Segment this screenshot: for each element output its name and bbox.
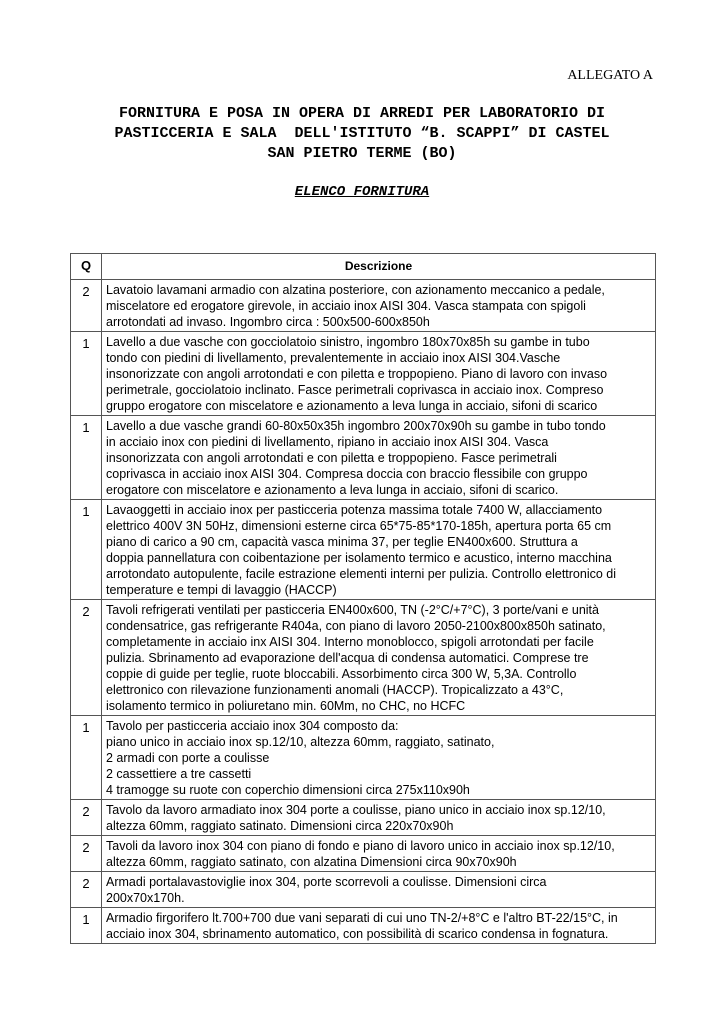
quantity-cell: 1: [71, 500, 102, 600]
description-cell: [102, 836, 656, 872]
description-cell: [102, 800, 656, 836]
description-line: acciaio inox 304, sbrinamento automatico, con possibilità di scarico condensa in fognatura.: [106, 927, 609, 941]
table-row: [71, 716, 656, 800]
annex-label: ALLEGATO A: [567, 68, 653, 83]
description-line: Tavolo per pasticceria acciaio inox 304 composto da:: [106, 719, 399, 733]
description-line: in acciaio inox con piedini di livellamento, ripiano in acciaio inox AISI 304. Vasca: [106, 435, 549, 449]
description-cell: [102, 500, 656, 600]
description-line: temperature e tempi di lavaggio (HACCP): [106, 583, 337, 597]
description-line: elettrico 400V 3N 50Hz, dimensioni esterne circa 65*75-85*170-185h, apertura porta 65 cm: [106, 519, 612, 533]
title-line: FORNITURA E POSA IN OPERA DI ARREDI PER LABORATORIO DI: [118, 105, 606, 122]
title-line: PASTICCERIA E SALA DELL'ISTITUTO “B. SCAPPI” DI CASTEL: [114, 125, 610, 142]
description-line: Armadi portalavastoviglie inox 304, porte scorrevoli a coulisse. Dimensioni circa: [106, 875, 547, 889]
quantity-header: Q: [71, 254, 102, 280]
quantity-cell: 2: [71, 836, 102, 872]
table-row: [71, 836, 656, 872]
quantity-cell: 1: [71, 716, 102, 800]
description-line: arrotondati ad invaso. Ingombro circa : 500x500-600x850h: [106, 315, 430, 329]
description-line: Lavaoggetti in acciaio inox per pasticceria potenza massima totale 7400 W, allacciamento: [106, 503, 603, 517]
description-line: elettronico con rilevazione funzionamenti anomali (HACCP). Tropicalizzato a 43°C,: [106, 683, 564, 697]
table-body: [71, 280, 656, 944]
description-line: condensatrice, gas refrigerante R404a, con piano di lavoro 2050-2100x800x850h satinato,: [106, 619, 606, 633]
table-row: [71, 872, 656, 908]
description-line: tondo con piedini di livellamento, prevalentemente in acciaio inox AISI 304.Vasche: [106, 351, 561, 365]
table-row: [71, 280, 656, 332]
quantity-cell: 2: [71, 280, 102, 332]
description-line: isolamento termico in poliuretano min. 60Mm, no CHC, no HCFC: [106, 699, 466, 713]
document-title: [70, 104, 654, 164]
table-row: [71, 800, 656, 836]
description-line: coprivasca in acciaio inox AISI 304. Compresa doccia con braccio flessibile con gruppo: [106, 467, 588, 481]
title-line: SAN PIETRO TERME (BO): [267, 145, 457, 162]
description-cell: [102, 416, 656, 500]
description-cell: [102, 872, 656, 908]
quantity-cell: 1: [71, 332, 102, 416]
table-row: [71, 500, 656, 600]
description-cell: [102, 332, 656, 416]
description-line: Lavatoio lavamani armadio con alzatina posteriore, con azionamento meccanico a pedale,: [106, 283, 605, 297]
description-line: 2 armadi con porte a coulisse: [106, 751, 270, 765]
description-line: altezza 60mm, raggiato satinato. Dimensioni circa 220x70x90h: [106, 819, 454, 833]
description-line: insonorizzata con angoli arrotondati e con piletta e troppopieno. Fasce perimetrali: [106, 451, 557, 465]
description-cell: [102, 280, 656, 332]
description-line: perimetrale, gocciolatoio inclinato. Fasce perimetrali coprivasca in acciaio inox. Compreso: [106, 383, 604, 397]
description-line: erogatore con miscelatore e azionamento a leva lunga in acciaio, sifoni di scarico.: [106, 483, 559, 497]
description-line: 2 cassettiere a tre cassetti: [106, 767, 252, 781]
table-row: [71, 416, 656, 500]
description-line: doppia pannellatura con coibentazione per isolamento termico e acustico, interno macchina: [106, 551, 612, 565]
description-line: Tavoli refrigerati ventilati per pasticceria EN400x600, TN (-2°C/+7°C), 3 porte/vani e unità: [106, 603, 599, 617]
description-line: insonorizzate con angoli arrotondati e con piletta e troppopieno. Piano di lavoro con invaso: [106, 367, 608, 381]
quantity-cell: 2: [71, 872, 102, 908]
table-row: [71, 332, 656, 416]
description-line: Tavolo da lavoro armadiato inox 304 porte a coulisse, piano unico in acciaio inox sp.12/10,: [106, 803, 606, 817]
table-header-row: [71, 254, 656, 280]
quantity-cell: 2: [71, 800, 102, 836]
table-row: [71, 600, 656, 716]
quantity-cell: 1: [71, 908, 102, 944]
description-line: 4 tramogge su ruote con coperchio dimensioni circa 275x110x90h: [106, 783, 470, 797]
description-line: Lavello a due vasche con gocciolatoio sinistro, ingombro 180x70x85h su gambe in tubo: [106, 335, 590, 349]
description-cell: [102, 600, 656, 716]
supply-table: [70, 253, 656, 944]
description-line: miscelatore ed erogatore girevole, in acciaio inox AISI 304. Vasca stampata con spigoli: [106, 299, 586, 313]
description-line: gruppo erogatore con miscelatore e azionamento a leva lunga in acciaio, sifoni di scarico: [106, 399, 598, 413]
description-cell: [102, 716, 656, 800]
description-line: coppie di guide per teglie, ruote bloccabili. Assorbimento circa 300 W, 5,3A. Controllo: [106, 667, 577, 681]
description-line: pulizia. Sbrinamento ad evaporazione dell'acqua di condensa automatici. Comprese tre: [106, 651, 589, 665]
description-header: Descrizione: [102, 254, 656, 280]
description-line: 200x70x170h.: [106, 891, 185, 905]
description-line: arrotondato autopulente, facile estrazione elementi interni per pulizia. Controllo elettronico di: [106, 567, 617, 581]
section-heading: ELENCO FORNITURA: [294, 184, 430, 200]
quantity-cell: 2: [71, 600, 102, 716]
description-line: Tavoli da lavoro inox 304 con piano di fondo e piano di lavoro unico in acciaio inox sp.12/10,: [106, 839, 615, 853]
description-line: piano unico in acciaio inox sp.12/10, altezza 60mm, raggiato, satinato,: [106, 735, 495, 749]
description-line: altezza 60mm, raggiato satinato, con alzatina Dimensioni circa 90x70x90h: [106, 855, 517, 869]
table-row: [71, 908, 656, 944]
description-line: Armadio firgorifero lt.700+700 due vani separati di cui uno TN-2/+8°C e l'altro BT-22/15°C, in: [106, 911, 618, 925]
description-line: piano di carico a 90 cm, capacità vasca minima 37, per teglie EN400x600. Struttura a: [106, 535, 578, 549]
quantity-cell: 1: [71, 416, 102, 500]
description-cell: [102, 908, 656, 944]
description-line: Lavello a due vasche grandi 60-80x50x35h ingombro 200x70x90h su gambe in tubo tondo: [106, 419, 606, 433]
description-line: completamente in acciaio inx AISI 304. Interno monoblocco, spigoli arrotondati per facile: [106, 635, 594, 649]
